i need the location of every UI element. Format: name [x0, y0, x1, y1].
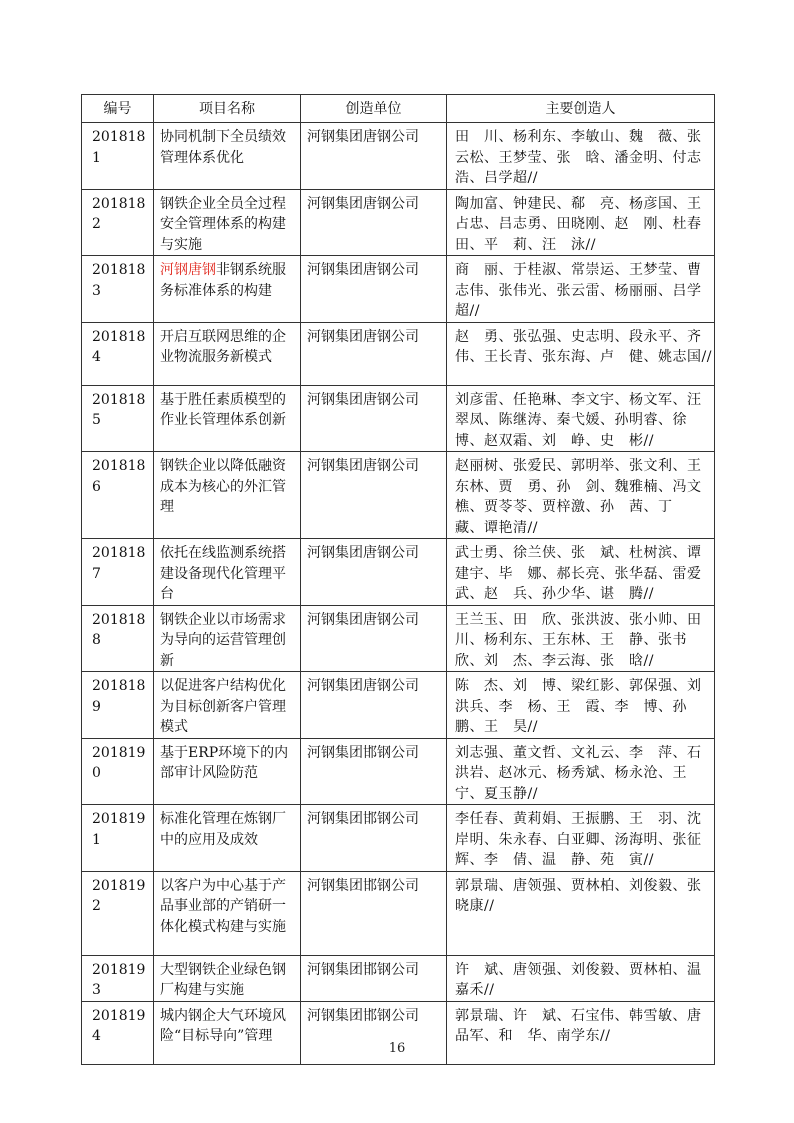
cell-people: 陈 杰、刘 博、梁红影、郭保强、刘洪兵、李 杨、王 霞、李 博、孙 鹏、王 昊//	[447, 672, 715, 739]
cell-project-name	[154, 605, 301, 672]
project-name-text: 非钢系统服务标准体系的构建	[160, 262, 286, 299]
cell-project-name	[154, 256, 301, 323]
cell-people: 商 丽、于桂淑、常崇运、王梦莹、曹志伟、张伟光、张云雷、杨丽丽、吕学超//	[447, 256, 715, 323]
cell-project-id: 2018187	[82, 539, 154, 606]
cell-project-name	[154, 672, 301, 739]
cell-unit: 河钢集团唐钢公司	[301, 322, 447, 385]
cell-people: 郭景瑞、唐领强、贾林柏、刘俊毅、张晓康//	[447, 871, 715, 955]
cell-unit: 河钢集团唐钢公司	[301, 539, 447, 606]
header-people: 主要创造人	[447, 95, 715, 123]
cell-project-name	[154, 322, 301, 385]
table-row	[82, 256, 715, 323]
cell-unit: 河钢集团唐钢公司	[301, 189, 447, 256]
project-name-text: 以促进客户结构优化为目标创新客户管理模式	[160, 678, 286, 735]
cell-project-name	[154, 871, 301, 955]
page-number: 16	[388, 1041, 406, 1056]
table-header-row	[82, 95, 715, 123]
table-row	[82, 605, 715, 672]
project-name-text: 以客户为中心基于产品事业部的产销研一体化模式构建与实施	[160, 877, 286, 935]
cell-project-id: 2018185	[82, 385, 154, 452]
project-name-text: 标准化管理在炼钢厂中的应用及成效	[160, 811, 286, 848]
project-name-text: 协同机制下全员绩效管理体系优化	[160, 129, 286, 166]
cell-project-name	[154, 189, 301, 256]
cell-people: 刘志强、董文哲、文礼云、李 萍、石洪岩、赵冰元、杨秀斌、杨永沧、王 宁、夏玉静//	[447, 738, 715, 805]
cell-project-id: 2018188	[82, 605, 154, 672]
header-unit: 创造单位	[301, 95, 447, 123]
cell-unit: 河钢集团邯钢公司	[301, 871, 447, 955]
table-row	[82, 955, 715, 1001]
projects-table	[81, 94, 715, 1065]
table-row	[82, 385, 715, 452]
cell-project-name	[154, 385, 301, 452]
cell-project-id: 2018193	[82, 955, 154, 1001]
cell-people: 王兰玉、田 欣、张洪波、张小帅、田 川、杨利东、王东林、王 静、张书欣、刘 杰、李云海、张 晗//	[447, 605, 715, 672]
cell-project-id: 2018183	[82, 256, 154, 323]
cell-project-name	[154, 123, 301, 190]
table-row	[82, 539, 715, 606]
cell-project-name	[154, 452, 301, 539]
cell-project-id: 2018186	[82, 452, 154, 539]
cell-project-id: 2018191	[82, 805, 154, 872]
table-row	[82, 871, 715, 955]
cell-unit: 河钢集团唐钢公司	[301, 385, 447, 452]
project-name-text: 钢铁企业以降低融资成本为核心的外汇管理	[160, 458, 286, 515]
header-id: 编号	[82, 95, 154, 123]
project-name-text: 钢铁企业以市场需求为导向的运营管理创新	[160, 611, 286, 669]
cell-unit: 河钢集团邯钢公司	[301, 955, 447, 1001]
cell-people: 许 斌、唐领强、刘俊毅、贾林柏、温嘉禾//	[447, 955, 715, 1001]
cell-project-id: 2018189	[82, 672, 154, 739]
table-row	[82, 189, 715, 256]
cell-people: 陶加富、钟建民、郗 亮、杨彦国、王占忠、吕志勇、田晓刚、赵 刚、杜春田、平 莉、汪 泳//	[447, 189, 715, 256]
cell-project-id: 2018194	[82, 1001, 154, 1064]
header-project-name: 项目名称	[154, 95, 301, 123]
table-row	[82, 123, 715, 190]
cell-people: 赵丽树、张爱民、郭明举、张文利、王东林、贾 勇、孙 剑、魏雅楠、冯文樵、贾苓苓、贾梓激、孙 茜、丁 藏、谭艳清//	[447, 452, 715, 539]
cell-people: 刘彦雷、任艳琳、李文宇、杨文军、汪翠凤、陈继涛、秦弋媛、孙明睿、徐 博、赵双霜、刘 峥、史 彬//	[447, 385, 715, 452]
table-row	[82, 322, 715, 385]
project-name-text: 依托在线监测系统搭建设备现代化管理平台	[160, 545, 286, 602]
cell-project-id: 2018182	[82, 189, 154, 256]
cell-people: 田 川、杨利东、李敏山、魏 薇、张云松、王梦莹、张 晗、潘金明、付志浩、吕学超//	[447, 123, 715, 190]
cell-unit: 河钢集团唐钢公司	[301, 452, 447, 539]
cell-unit: 河钢集团唐钢公司	[301, 672, 447, 739]
project-name-text: 基于ERP环境下的内部审计风险防范	[160, 744, 289, 781]
cell-project-name	[154, 955, 301, 1001]
cell-unit: 河钢集团唐钢公司	[301, 605, 447, 672]
table-row	[82, 805, 715, 872]
cell-project-name	[154, 805, 301, 872]
cell-project-name	[154, 738, 301, 805]
cell-people: 赵 勇、张弘强、史志明、段永平、齐 伟、王长青、张东海、卢 健、姚志国//	[447, 322, 715, 385]
cell-project-id: 2018181	[82, 123, 154, 190]
highlighted-text: 河钢唐钢	[160, 262, 216, 278]
cell-unit: 河钢集团邯钢公司	[301, 738, 447, 805]
cell-unit: 河钢集团唐钢公司	[301, 256, 447, 323]
project-name-text: 开启互联网思维的企业物流服务新模式	[160, 328, 286, 365]
cell-project-name	[154, 539, 301, 606]
project-name-text: 城内钢企大气环境风险“目标导向”管理	[160, 1007, 286, 1044]
cell-people: 郭景瑞、许 斌、石宝伟、韩雪敏、唐品军、和 华、南学东//	[447, 1001, 715, 1064]
table-row	[82, 672, 715, 739]
table-row	[82, 738, 715, 805]
cell-unit: 河钢集团邯钢公司	[301, 805, 447, 872]
cell-people: 武士勇、徐兰侠、张 斌、杜树滨、谭建宇、毕 娜、郝长亮、张华磊、雷爱武、赵 兵、孙少华、谌 腾//	[447, 539, 715, 606]
cell-project-id: 2018192	[82, 871, 154, 955]
project-name-text: 大型钢铁企业绿色钢厂构建与实施	[160, 961, 286, 998]
project-name-text: 钢铁企业全员全过程安全管理体系的构建与实施	[160, 195, 286, 253]
cell-project-id: 2018190	[82, 738, 154, 805]
cell-project-id: 2018184	[82, 322, 154, 385]
cell-unit: 河钢集团唐钢公司	[301, 123, 447, 190]
project-name-text: 基于胜任素质模型的作业长管理体系创新	[160, 391, 286, 428]
cell-unit: 河钢集团邯钢公司	[301, 1001, 447, 1064]
table-row	[82, 452, 715, 539]
cell-people: 李任春、黄莉娟、王振鹏、王 羽、沈岸明、朱永春、白亚卿、汤海明、张征辉、李 倩、温 静、苑 寅//	[447, 805, 715, 872]
